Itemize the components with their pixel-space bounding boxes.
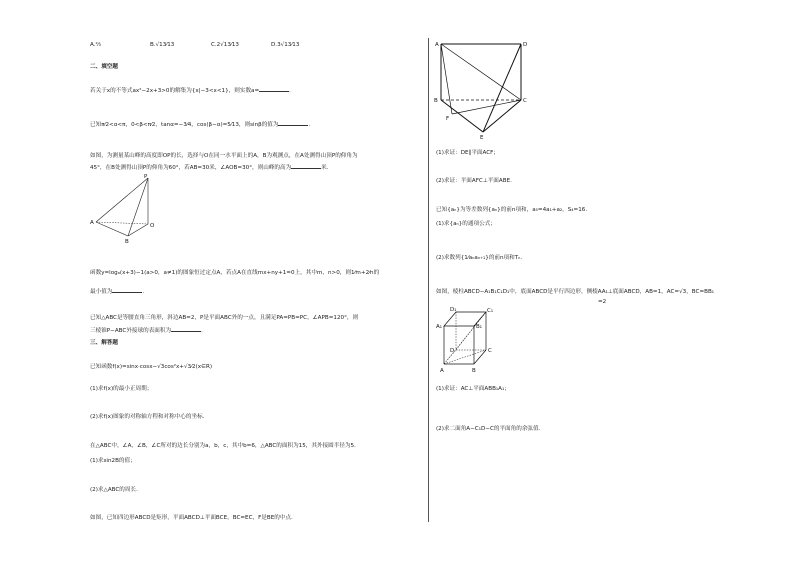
question-8: 如图，已知四边形ABCD是矩形，平面ABCD⊥平面BCE，BC=EC，F是BE的中点. — [90, 515, 293, 521]
label-b1: B₁ — [476, 324, 482, 330]
question-6-part1: (1)求f(x)的最小正周期； — [90, 386, 153, 392]
answer-blank — [278, 120, 308, 126]
question-5-line1: 已知△ABC是等腰直角三角形，斜边AB=2，P是平面ABC外的一点，且满足PA=PB=PC，∠APB=120°，则 — [90, 315, 359, 321]
choice-c: C.2√13⁄13 — [211, 42, 239, 48]
question-10-part1: (1)求证：AC⊥平面ABB₁A₁； — [436, 386, 510, 392]
question-9: 已知{aₙ}为等差数列{aₙ}的前n项和，a₅=4a₁+a₂，S₄=16. — [436, 207, 588, 213]
label-c: C — [488, 348, 492, 354]
question-2-text: 已知π⁄2<α<π，0<β<π⁄2，tanα=−3⁄4，cos(β−α)=5⁄13，则sinβ的值为 — [90, 122, 279, 128]
section-fill-title: 二、填空题 — [90, 64, 118, 70]
solid-figure-abcdef — [433, 38, 533, 140]
question-3-unit: 米. — [321, 165, 329, 171]
question-1: 若关于x的不等式ax²−2x+3>0的解集为{x|−3<x<1}，则实数a= . — [90, 88, 291, 94]
label-p: P — [144, 174, 148, 180]
question-7-part2: (2)求△ABC的周长. — [90, 487, 138, 493]
label-o: O — [150, 223, 155, 229]
label-f: F — [446, 116, 450, 122]
answer-blank — [171, 326, 201, 332]
question-5-line2: 三棱锥P−ABC外接球的表面积为 . — [90, 328, 203, 334]
question-8-part1: (1)求证：DE∥平面ACF； — [436, 150, 499, 156]
label-c1: C₁ — [487, 308, 494, 314]
question-9-part1: (1)求{aₙ}的通项公式； — [436, 221, 496, 227]
choice-d: D.3√13⁄13 — [271, 42, 300, 48]
label-a: A — [435, 42, 439, 48]
question-3-line1: 如图，为测量某山峰的高度即OP的长，选择与O在同一水平面上的A，B为观测点，在A处测得山顶P的仰角为 — [90, 153, 358, 159]
question-10-line2: =2 — [598, 299, 607, 305]
question-10-line1: 如图，棱柱ABCD−A₁B₁C₁D₁中，底面ABCD是平行四边形，侧棱AA₁⊥底面ABCD，AB=1，AC=√3，BC=BB₁ — [436, 289, 715, 295]
label-a: A — [90, 220, 94, 226]
label-a1: A₁ — [436, 324, 442, 330]
prism-figure — [436, 306, 508, 376]
label-b: B — [472, 368, 476, 374]
question-4-text: 最小值为 — [90, 289, 113, 295]
question-7: 在△ABC中，∠A，∠B，∠C所对的边长分别为a，b，c，其中b=6，△ABC的面积为15，其外接圆半径为5. — [90, 443, 356, 449]
answer-blank — [259, 86, 289, 92]
section-answer-title: 三、解答题 — [90, 340, 118, 346]
label-a: A — [440, 368, 444, 374]
question-9-part2: (2)求数列{1⁄aₙaₙ₊₁}的前n项和Tₙ. — [436, 255, 523, 261]
question-4-line1: 函数y=logₐ(x+3)−1(a>0，a≠1)的图象恒过定点A，若点A在直线mx+ny+1=0上，其中m，n>0，则1⁄m+2⁄n的 — [90, 270, 380, 276]
question-4-line2: 最小值为 . — [90, 289, 145, 295]
choice-b: B.√13⁄13 — [150, 42, 175, 48]
answer-blank — [112, 287, 142, 293]
label-d: D — [523, 42, 528, 48]
question-7-part1: (1)求sin2B的值； — [90, 458, 136, 464]
question-3-text: 45°，在B处测得山顶P的仰角为60°，若AB=30米，∠AOB=30°，则山峰的高为 — [90, 165, 292, 171]
column-divider — [428, 38, 429, 522]
label-c: C — [523, 98, 527, 104]
question-6: 已知函数f(x)=sinx·cosx−√3cos²x+√3⁄2(x∈R) — [90, 364, 213, 370]
question-3-line2 — [90, 163, 329, 172]
label-b: B — [125, 239, 129, 244]
question-5-text: 三棱锥P−ABC外接球的表面积为 — [90, 328, 172, 334]
choice-a: A.²⁄₃ — [90, 42, 101, 48]
question-6-part2: (2)求f(x)图象的对称轴方程和对称中心的坐标. — [90, 414, 205, 420]
label-d1: D₁ — [450, 307, 457, 313]
question-2: 已知π⁄2<α<π，0<β<π⁄2，tanα=−3⁄4，cos(β−α)=5⁄13，则sinβ的值为 . — [90, 122, 311, 128]
question-1-text: 若关于x的不等式ax²−2x+3>0的解集为{x|−3<x<1}，则实数a= — [90, 88, 260, 94]
label-e: E — [480, 135, 484, 140]
question-10-part2: (2)求二面角A−C₁D−C的平面角的余弦值. — [436, 426, 541, 432]
label-b: B — [434, 98, 438, 104]
question-8-part2: (2)求证：平面AFC⊥平面ABE. — [436, 178, 512, 184]
label-d: D — [450, 348, 455, 354]
mountain-figure — [88, 172, 160, 244]
answer-blank — [291, 163, 321, 169]
